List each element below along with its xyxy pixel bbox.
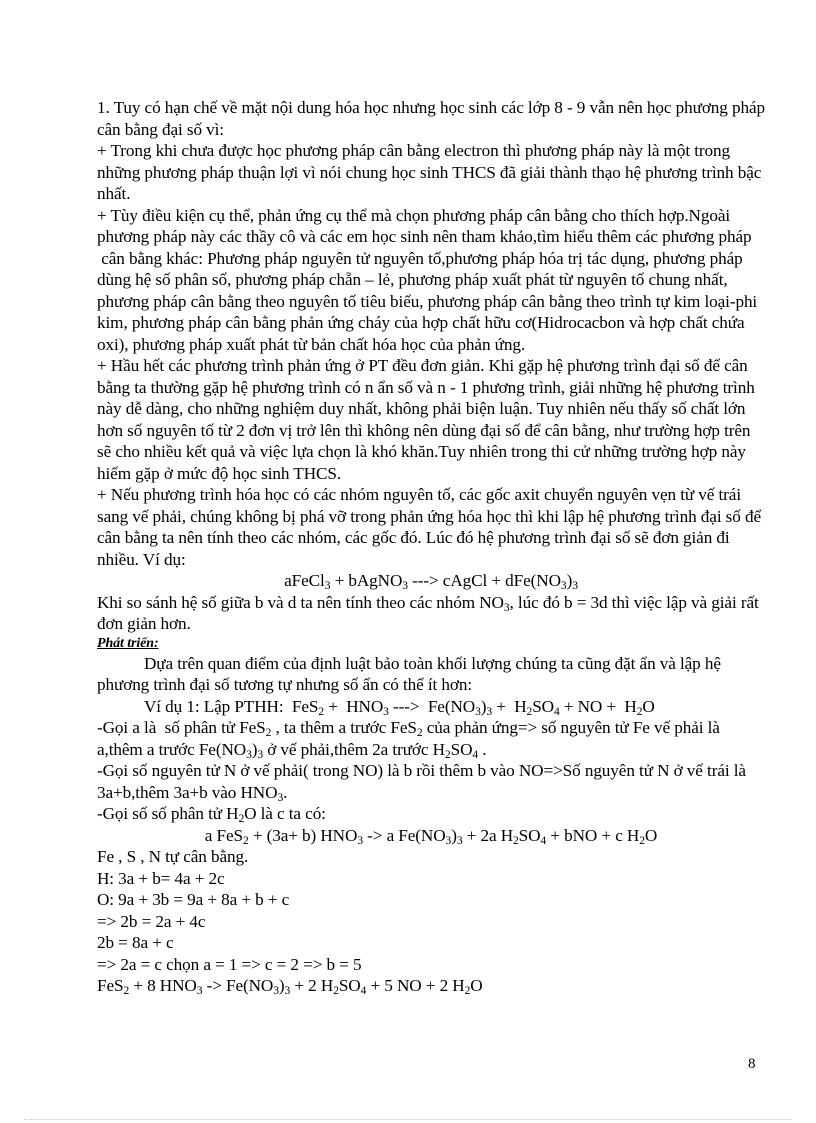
paragraph: Dựa trên quan điểm của định luật bảo toàn khối lượng chúng ta cũng đặt ẩn và lập hệ phương trình đại số tương tự nhưng số ẩn có thể ít hơn: bbox=[97, 653, 721, 694]
paragraph: 2b = 8a + c bbox=[97, 933, 174, 952]
paragraph: -Gọi a là số phân tử FeS$_2$ , ta thêm a trước FeS$_2$ của phản ứng=> số nguyên tử Fe vế phải là a,thêm a trước $Fe(NO_3)_3$ ở vế phải,thêm 2a trước $H_2SO_4$ . bbox=[97, 718, 720, 761]
paragraph: Khi so sánh hệ số giữa b và d ta nên tính theo các nhóm $NO_3$, lúc đó b = 3d thì việc lập và giải rất đơn giản hơn. bbox=[97, 592, 759, 633]
page-number: 8 bbox=[748, 1056, 756, 1072]
paragraph: Ví dụ 1: Lập PTHH: $FeS_2 + HNO_3$ ---> $Fe(NO_3)_3 + H_2SO_4$ + NO + $H_2O$ bbox=[144, 696, 655, 718]
paragraph: a FeS$_2$ + (3a+ b) $HNO_3 -> a$ $Fe(NO_3)_3 + 2a$ $H_2SO_4$ + bNO + c $H_2O$ bbox=[204, 825, 658, 847]
paragraph: + Trong khi chưa được học phương pháp cân bằng electron thì phương pháp này là một trong những phương pháp thuận lợi vì nói chung học sinh THCS đã giải thành thạo hệ phương trình bậc nhất. bbox=[97, 141, 762, 203]
paragraph: -Gọi số số phân tử $H_2O$ là c ta có: bbox=[97, 804, 326, 825]
section-heading: Phát triển: bbox=[97, 635, 159, 651]
paragraph: + Tùy điều kiện cụ thể, phản ứng cụ thể mà chọn phương pháp cân bằng cho thích hợp.Ngoài phương pháp này các thầy cô và các em học sinh nên tham khảo,tìm hiểu thêm các phương pháp cân bằng khác: Phương pháp nguyên tử nguyên tố,phương pháp hóa trị tác dụng, phương pháp dùng hệ số phân số, phương pháp chẵn – lẻ, phương pháp xuất phát từ nguyên tố chung nhất, phương pháp cân bằng theo nguyên tố tiêu biểu, phương pháp cân bằng theo trình tự kim loại-phi kim, phương pháp cân bằng phản ứng cháy của hợp chất hữu cơ(Hidrocacbon và hợp chất chứa oxi), phương pháp xuất phát từ bản chất hóa học của phản ứng. bbox=[97, 205, 758, 354]
paragraph: FeS$_2$ + 8 $HNO_3 -> Fe(NO_3)_3 + 2$ $H_2SO_4 + 5$ NO + 2 $H_2O$ bbox=[97, 976, 483, 997]
paragraph: aFeCl$_3$ + bAgNO$_3$ ---> cAgCl + $dFe(NO_3)_3$ bbox=[284, 571, 578, 592]
paragraph: => 2a = c chọn a = 1 => c = 2 => b = 5 bbox=[97, 954, 362, 974]
paragraph: -Gọi số nguyên tử N ở vế phải( trong NO) là b rồi thêm b vào NO=>Số nguyên tử N ở vế trái là 3a+b,thêm 3a+b vào $HNO_3$. bbox=[97, 761, 746, 804]
paragraph: O: 9a + 3b = 9a + 8a + b + c bbox=[97, 890, 290, 909]
paragraph: 1. Tuy có hạn chế về mặt nội dung hóa học nhưng học sinh các lớp 8 - 9 vẫn nên học phương pháp cân bằng đại số vì: bbox=[97, 98, 765, 139]
paragraph: + Nếu phương trình hóa học có các nhóm nguyên tố, các gốc axit chuyển nguyên vẹn từ vế trái sang vế phải, chúng không bị phá vỡ trong phản ứng hóa học thì khi lập hệ phương trình đại số để cân bằng ta nên tính theo các nhóm, các gốc đó. Lúc đó hệ phương trình đại số sẽ đơn giản đi nhiều. Ví dụ: bbox=[97, 485, 761, 569]
page-bottom-border bbox=[24, 1119, 792, 1120]
paragraph: + Hầu hết các phương trình phản ứng ở PT đều đơn giản. Khi gặp hệ phương trình đại số để cân bằng ta thường gặp hệ phương trình có n ẩn số và n - 1 phương trình, giải những hệ phương trình này dễ dàng, cho những nghiệm duy nhất, không phải biện luận. Tuy nhiên nếu thấy số chất lớn hơn số nguyên tố từ 2 đơn vị trở lên thì không nên dùng đại số để cân bằng, như trường hợp trên sẽ cho nhiều kết quả và việc lựa chọn là khó khăn.Tuy nhiên trong thi cử những trường hợp này hiếm gặp ở mức độ học sinh THCS. bbox=[97, 356, 755, 483]
paragraph: H: 3a + b= 4a + 2c bbox=[97, 868, 225, 888]
page-content bbox=[97, 97, 765, 997]
paragraph: => 2b = 2a + 4c bbox=[97, 911, 206, 931]
paragraph: Fe , S , N tự cân bằng. bbox=[97, 847, 249, 866]
